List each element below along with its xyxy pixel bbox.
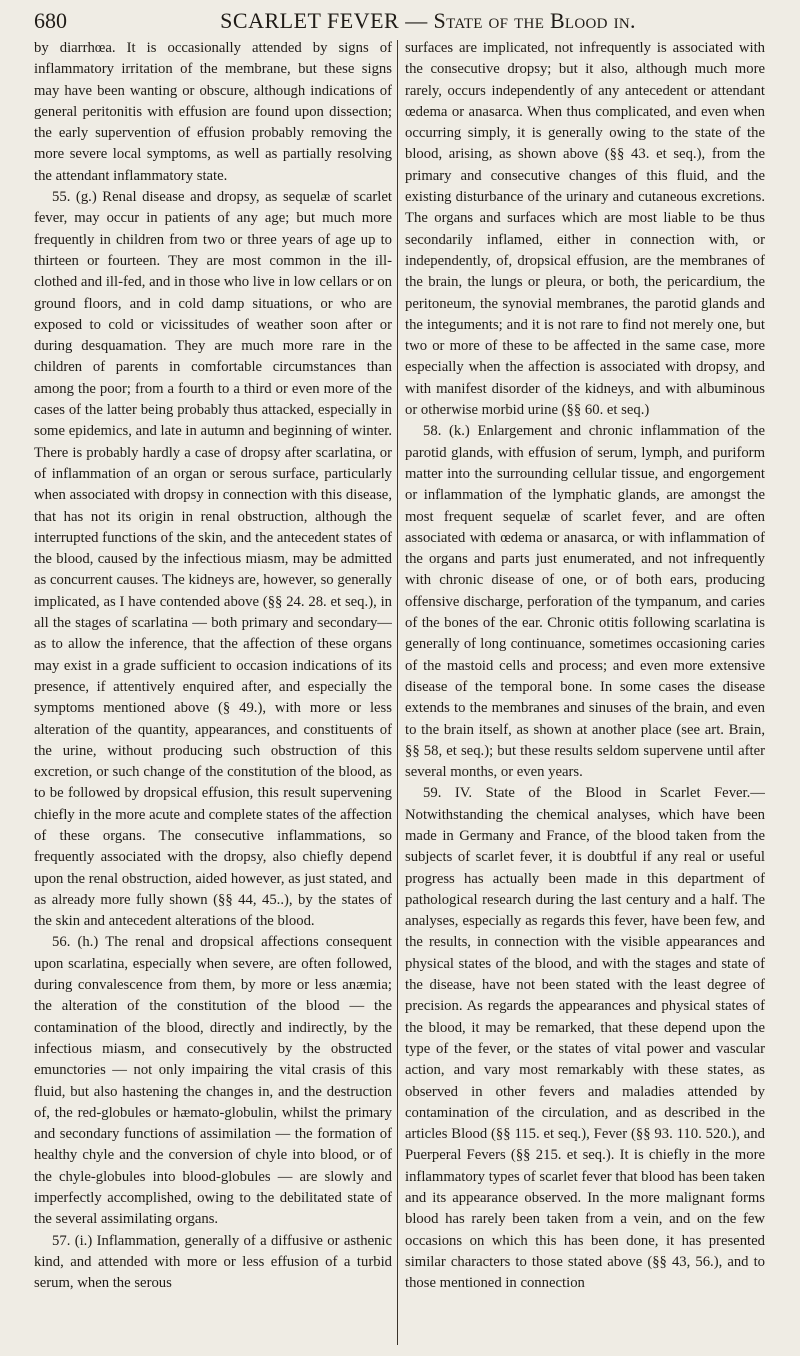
running-title-main: SCARLET FEVER — [220, 8, 428, 33]
paragraph: 57. (i.) Inflammation, generally of a diffusive or asthenic kind, and attended with more or less effusion of a turbid serum, when the serous [34, 1232, 392, 1292]
paragraph: 56. (h.) The renal and dropsical affections consequent upon scarlatina, especially when severe, are often followed, during convalescence from them, by more or less anæmia; the alteration of the constitution of the blood — the contamination of the blood, directly and indirectly, by the infectious miasm, and consecutively by the obstructed emunctories — not only impairing the vital crasis of this fluid, but also hastening the changes in, and the destruction of, the red-globules or hæmato-globulin, whilst the primary and secondary functions of assimilation — the formation of healthy chyle and the conversion of chyle into blood, or of the chyle-globules into blood-globules — are slowly and imperfectly accomplished, owing to the debilitated state of the several assimilating organs. [34, 934, 392, 1228]
left-column [34, 38, 392, 1348]
running-title [96, 8, 760, 34]
paragraph: 59. IV. State of the Blood in Scarlet Fever.—Notwithstanding the chemical analyses, which have been made in Germany and France, of the blood taken from the subjects of scarlet fever, it is doubtful if any real or useful progress has actually been made in this department of pathological research during the last century and a half. The analyses, especially as regards this fever, have been few, and the results, in connection with the visible appearances and physical states of the blood, and with the stages and state of the disease, have not been stated with the least degree of precision. As regards the appearances and physical states of the blood, it may be remarked, that these depend upon the type of the fever, or the states of vital power and vascular action, and vary most remarkably with these states, as observed in other fevers and maladies attended by contamination of the circulation, and as described in the articles Blood (§§ 115. et seq.), Fever (§§ 93. 110. 520.), and Puerperal Fevers (§§ 215. et seq.). It is chiefly in the more inflammatory types of scarlet fever that blood has been taken and its appearance observed. In the more malignant forms blood has rarely been taken from a vein, and on the few occasions on which this has been done, it has presented similar characters to those stated above (§§ 43, 56.), and to those mentioned in connection [405, 785, 765, 1292]
column-divider [397, 40, 398, 1345]
running-header [34, 8, 760, 38]
right-column [405, 38, 765, 1348]
paragraph: 58. (k.) Enlargement and chronic inflammation of the parotid glands, with effusion of serum, lymph, and puriform matter into the surrounding cellular tissue, and engorgement or inflammation of the lymphatic glands, are amongst the most frequent sequelæ of scarlet fever, and are often associated with œdema or anasarca, or with inflammation of the organs and parts just enumerated, and not infrequently with chronic disease of one, or of both ears, producing offensive discharge, perforation of the tympanum, and caries of the bones of the ear. Chronic otitis following scarlatina is generally of long continuance, sometimes occasioning caries of the mastoid cells and process; and even more extensive disease of the temporal bone. In some cases the disease extends to the membranes and sinuses of the brain, and even to the brain itself, as shown at another place (see art. Brain, §§ 58, et seq.); but these results seldom supervene until after several months, or even years. [405, 423, 765, 781]
paragraph: surfaces are implicated, not infrequently is associated with the consecutive dropsy; but it also, although much more rarely, occurs independently of any antecedent or attendant œdema or anasarca. When thus complicated, and even when occurring simply, it is generally owing to the state of the blood, arising, as shown above (§§ 43. et seq.), from the primary and consecutive changes of this fluid, and the existing disturbance of the urinary and cutaneous excretions. The organs and surfaces which are most liable to be thus secondarily inflamed, either in connection with, or independently, of, dropsical effusion, are the membranes of the brain, the lungs or pleura, or both, the pericardium, the peritoneum, the synovial membranes, the parotid glands and the integuments; and it is not rare to find not merely one, but two or more of these to be affected in the same case, more especially when the affection is associated with dropsy, and with manifest disorder of the kidneys, and with albuminous or otherwise morbid urine (§§ 60. et seq.) [405, 40, 765, 419]
paragraph: 55. (g.) Renal disease and dropsy, as sequelæ of scarlet fever, may occur in patients of any age; but much more frequently in children from two or three years of age up to thirteen or fourteen. They are most common in the ill-clothed and ill-fed, and in those who live in low cellars or on ground floors, and in cold damp situations, or who are exposed to cold or vicissitudes of weather soon after or during desquamation. They are much more rare in the children of parents in comfortable circumstances than among the poor; from a fourth to a third or even more of the cases of the latter being probably thus attacked, especially in some epidemics, and late in autumn and beginning of winter. There is probably hardly a case of dropsy after scarlatina, or of inflammation of an organ or serous surface, particularly when associated with dropsy in connection with this disease, that has not its origin in renal obstruction, although the interrupted functions of the skin, and the antecedent states of the blood, caused by the infectious miasm, may be admitted as concurrent causes. The kidneys are, however, so generally implicated, as I have contended above (§§ 24. 28. et seq.), in all the stages of scarlatina — both primary and secondary—as to allow the inference, that the affection of these organs may exist in a grade sufficient to occasion indications of its presence, if attentively enquired after, and especially the symptoms mentioned above (§ 49.), with more or less alteration of the quantity, appearances, and constituents of the urine, without producing such obstruction of this excretion, or such change of the constitution of the blood, as to be followed by dropsical effusion, this result supervening chiefly in the more acute and complete states of the affection of these organs. The consecutive inflammations, so frequently associated with the dropsy, also chiefly depend upon the renal obstruction, aided however, as just stated, and as already more fully shown (§§ 44, 45..), by the states of the skin and antecedent alterations of the blood. [34, 189, 392, 930]
paragraph: by diarrhœa. It is occasionally attended by signs of inflammatory irritation of the membrane, but these signs may have been wanting or obscure, although indications of general peritonitis with effusion are found upon dissection; the early supervention of effusion probably removing the more severe local symptoms, as well as partially resolving the attendant inflammatory state. [34, 40, 392, 184]
page-number: 680 [34, 8, 67, 33]
running-title-sub: State of the Blood in. [433, 8, 636, 33]
